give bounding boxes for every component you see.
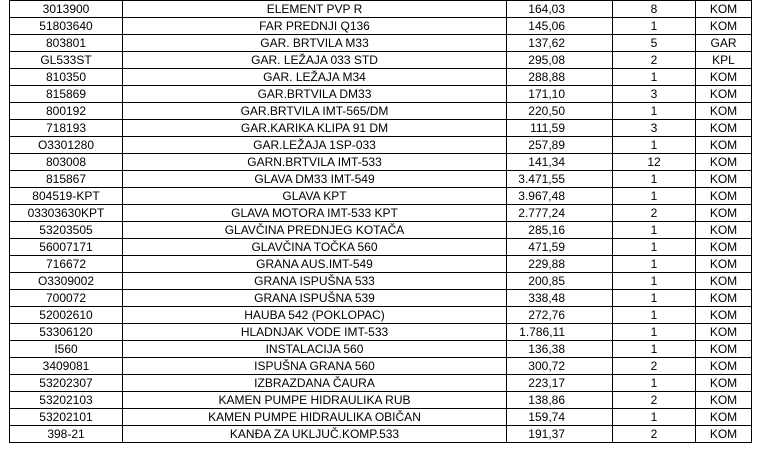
price-cell: 164,03 (507, 1, 613, 18)
part-code-cell: 3013900 (10, 1, 123, 18)
part-name-cell: GARN.BRTVILA IMT-533 (123, 154, 507, 171)
part-name-cell: GAR.LEŽAJA 1SP-033 (123, 137, 507, 154)
part-code-cell: 700072 (10, 290, 123, 307)
part-name-cell: KANĐA ZA UKLJUČ.KOMP.533 (123, 426, 507, 443)
unit-cell: KOM (696, 154, 752, 171)
part-name-cell: GLAVA MOTORA IMT-533 KPT (123, 205, 507, 222)
part-name-cell: GLAVČINA PREDNJEG KOTAČA (123, 222, 507, 239)
quantity-cell: 1 (613, 256, 696, 273)
part-code-cell: 53306120 (10, 324, 123, 341)
unit-cell: KOM (696, 426, 752, 443)
unit-cell: KOM (696, 188, 752, 205)
part-name-cell: GLAVČINA TOČKA 560 (123, 239, 507, 256)
part-code-cell: 51803640 (10, 18, 123, 35)
table-row (10, 375, 752, 392)
quantity-cell: 1 (613, 103, 696, 120)
price-cell: 285,16 (507, 222, 613, 239)
part-name-cell: HLADNJAK VODE IMT-533 (123, 324, 507, 341)
price-cell: 471,59 (507, 239, 613, 256)
unit-cell: KOM (696, 1, 752, 18)
part-name-cell: GAR. LEŽAJA M34 (123, 69, 507, 86)
quantity-cell: 1 (613, 307, 696, 324)
table-row (10, 188, 752, 205)
unit-cell: KOM (696, 307, 752, 324)
quantity-cell: 1 (613, 188, 696, 205)
part-code-cell: 815867 (10, 171, 123, 188)
price-cell: 137,62 (507, 35, 613, 52)
part-code-cell: 804519-KPT (10, 188, 123, 205)
part-name-cell: INSTALACIJA 560 (123, 341, 507, 358)
part-name-cell: GRANA ISPUŠNA 539 (123, 290, 507, 307)
quantity-cell: 1 (613, 409, 696, 426)
table-row (10, 341, 752, 358)
parts-table-container (9, 0, 751, 443)
price-cell: 159,74 (507, 409, 613, 426)
part-code-cell: 815869 (10, 86, 123, 103)
table-row (10, 86, 752, 103)
unit-cell: KOM (696, 290, 752, 307)
quantity-cell: 2 (613, 205, 696, 222)
table-row (10, 307, 752, 324)
parts-table-body (10, 1, 752, 443)
price-cell: 300,72 (507, 358, 613, 375)
part-code-cell: 398-21 (10, 426, 123, 443)
quantity-cell: 1 (613, 222, 696, 239)
table-row (10, 52, 752, 69)
unit-cell: KOM (696, 239, 752, 256)
price-cell: 141,34 (507, 154, 613, 171)
quantity-cell: 2 (613, 426, 696, 443)
part-code-cell: 803008 (10, 154, 123, 171)
quantity-cell: 1 (613, 137, 696, 154)
table-row (10, 358, 752, 375)
table-row (10, 256, 752, 273)
unit-cell: KOM (696, 341, 752, 358)
quantity-cell: 1 (613, 69, 696, 86)
price-cell: 191,37 (507, 426, 613, 443)
table-row (10, 392, 752, 409)
price-cell: 3.471,55 (507, 171, 613, 188)
unit-cell: KPL (696, 52, 752, 69)
part-name-cell: GLAVA KPT (123, 188, 507, 205)
unit-cell: KOM (696, 205, 752, 222)
table-row (10, 290, 752, 307)
quantity-cell: 2 (613, 52, 696, 69)
table-row (10, 426, 752, 443)
quantity-cell: 12 (613, 154, 696, 171)
quantity-cell: 1 (613, 324, 696, 341)
part-name-cell: KAMEN PUMPE HIDRAULIKA OBIČAN (123, 409, 507, 426)
unit-cell: KOM (696, 86, 752, 103)
part-code-cell: 800192 (10, 103, 123, 120)
unit-cell: KOM (696, 392, 752, 409)
table-row (10, 69, 752, 86)
unit-cell: KOM (696, 171, 752, 188)
price-cell: 295,08 (507, 52, 613, 69)
table-row (10, 137, 752, 154)
unit-cell: KOM (696, 69, 752, 86)
table-row (10, 222, 752, 239)
table-row (10, 35, 752, 52)
quantity-cell: 2 (613, 392, 696, 409)
table-row (10, 409, 752, 426)
part-code-cell: O3301280 (10, 137, 123, 154)
quantity-cell: 8 (613, 1, 696, 18)
price-cell: 338,48 (507, 290, 613, 307)
price-cell: 3.967,48 (507, 188, 613, 205)
table-row (10, 18, 752, 35)
part-name-cell: ELEMENT PVP R (123, 1, 507, 18)
table-row (10, 1, 752, 18)
price-cell: 220,50 (507, 103, 613, 120)
quantity-cell: 2 (613, 358, 696, 375)
price-cell: 136,38 (507, 341, 613, 358)
part-name-cell: ISPUŠNA GRANA 560 (123, 358, 507, 375)
table-row (10, 103, 752, 120)
unit-cell: KOM (696, 375, 752, 392)
unit-cell: KOM (696, 409, 752, 426)
price-cell: 288,88 (507, 69, 613, 86)
quantity-cell: 1 (613, 341, 696, 358)
price-cell: 200,85 (507, 273, 613, 290)
table-row (10, 120, 752, 137)
part-code-cell: O3309002 (10, 273, 123, 290)
table-row (10, 171, 752, 188)
quantity-cell: 1 (613, 239, 696, 256)
part-code-cell: 718193 (10, 120, 123, 137)
part-code-cell: 53202101 (10, 409, 123, 426)
price-cell: 257,89 (507, 137, 613, 154)
quantity-cell: 1 (613, 171, 696, 188)
price-cell: 223,17 (507, 375, 613, 392)
unit-cell: KOM (696, 120, 752, 137)
part-name-cell: GLAVA DM33 IMT-549 (123, 171, 507, 188)
part-code-cell: 52002610 (10, 307, 123, 324)
table-row (10, 154, 752, 171)
quantity-cell: 1 (613, 273, 696, 290)
part-code-cell: 3409081 (10, 358, 123, 375)
quantity-cell: 5 (613, 35, 696, 52)
part-code-cell: 53203505 (10, 222, 123, 239)
quantity-cell: 1 (613, 375, 696, 392)
part-code-cell: 803801 (10, 35, 123, 52)
part-name-cell: KAMEN PUMPE HIDRAULIKA RUB (123, 392, 507, 409)
unit-cell: KOM (696, 137, 752, 154)
price-cell: 2.777,24 (507, 205, 613, 222)
part-code-cell: 53202307 (10, 375, 123, 392)
price-cell: 145,06 (507, 18, 613, 35)
part-name-cell: GAR.KARIKA KLIPA 91 DM (123, 120, 507, 137)
quantity-cell: 1 (613, 18, 696, 35)
part-name-cell: FAR PREDNJI Q136 (123, 18, 507, 35)
part-name-cell: GAR. BRTVILA M33 (123, 35, 507, 52)
part-code-cell: 53202103 (10, 392, 123, 409)
part-name-cell: GAR.BRTVILA IMT-565/DM (123, 103, 507, 120)
part-code-cell: 03303630KPT (10, 205, 123, 222)
part-name-cell: GRANA ISPUŠNA 533 (123, 273, 507, 290)
price-cell: 138,86 (507, 392, 613, 409)
price-cell: 171,10 (507, 86, 613, 103)
price-cell: 272,76 (507, 307, 613, 324)
unit-cell: KOM (696, 324, 752, 341)
price-cell: 229,88 (507, 256, 613, 273)
unit-cell: KOM (696, 256, 752, 273)
part-name-cell: IZBRAZDANA ČAURA (123, 375, 507, 392)
quantity-cell: 3 (613, 120, 696, 137)
table-row (10, 324, 752, 341)
unit-cell: KOM (696, 222, 752, 239)
table-row (10, 205, 752, 222)
part-code-cell: GL533ST (10, 52, 123, 69)
table-row (10, 273, 752, 290)
table-row (10, 239, 752, 256)
part-name-cell: GRANA AUS.IMT-549 (123, 256, 507, 273)
price-cell: 111,59 (507, 120, 613, 137)
part-code-cell: 716672 (10, 256, 123, 273)
quantity-cell: 1 (613, 290, 696, 307)
quantity-cell: 3 (613, 86, 696, 103)
part-code-cell: 56007171 (10, 239, 123, 256)
part-code-cell: I560 (10, 341, 123, 358)
unit-cell: KOM (696, 273, 752, 290)
part-name-cell: HAUBA 542 (POKLOPAC) (123, 307, 507, 324)
unit-cell: KOM (696, 18, 752, 35)
part-name-cell: GAR. LEŽAJA 033 STD (123, 52, 507, 69)
price-cell: 1.786,11 (507, 324, 613, 341)
unit-cell: KOM (696, 358, 752, 375)
unit-cell: GAR (696, 35, 752, 52)
parts-table (9, 0, 752, 443)
part-name-cell: GAR.BRTVILA DM33 (123, 86, 507, 103)
unit-cell: KOM (696, 103, 752, 120)
part-code-cell: 810350 (10, 69, 123, 86)
